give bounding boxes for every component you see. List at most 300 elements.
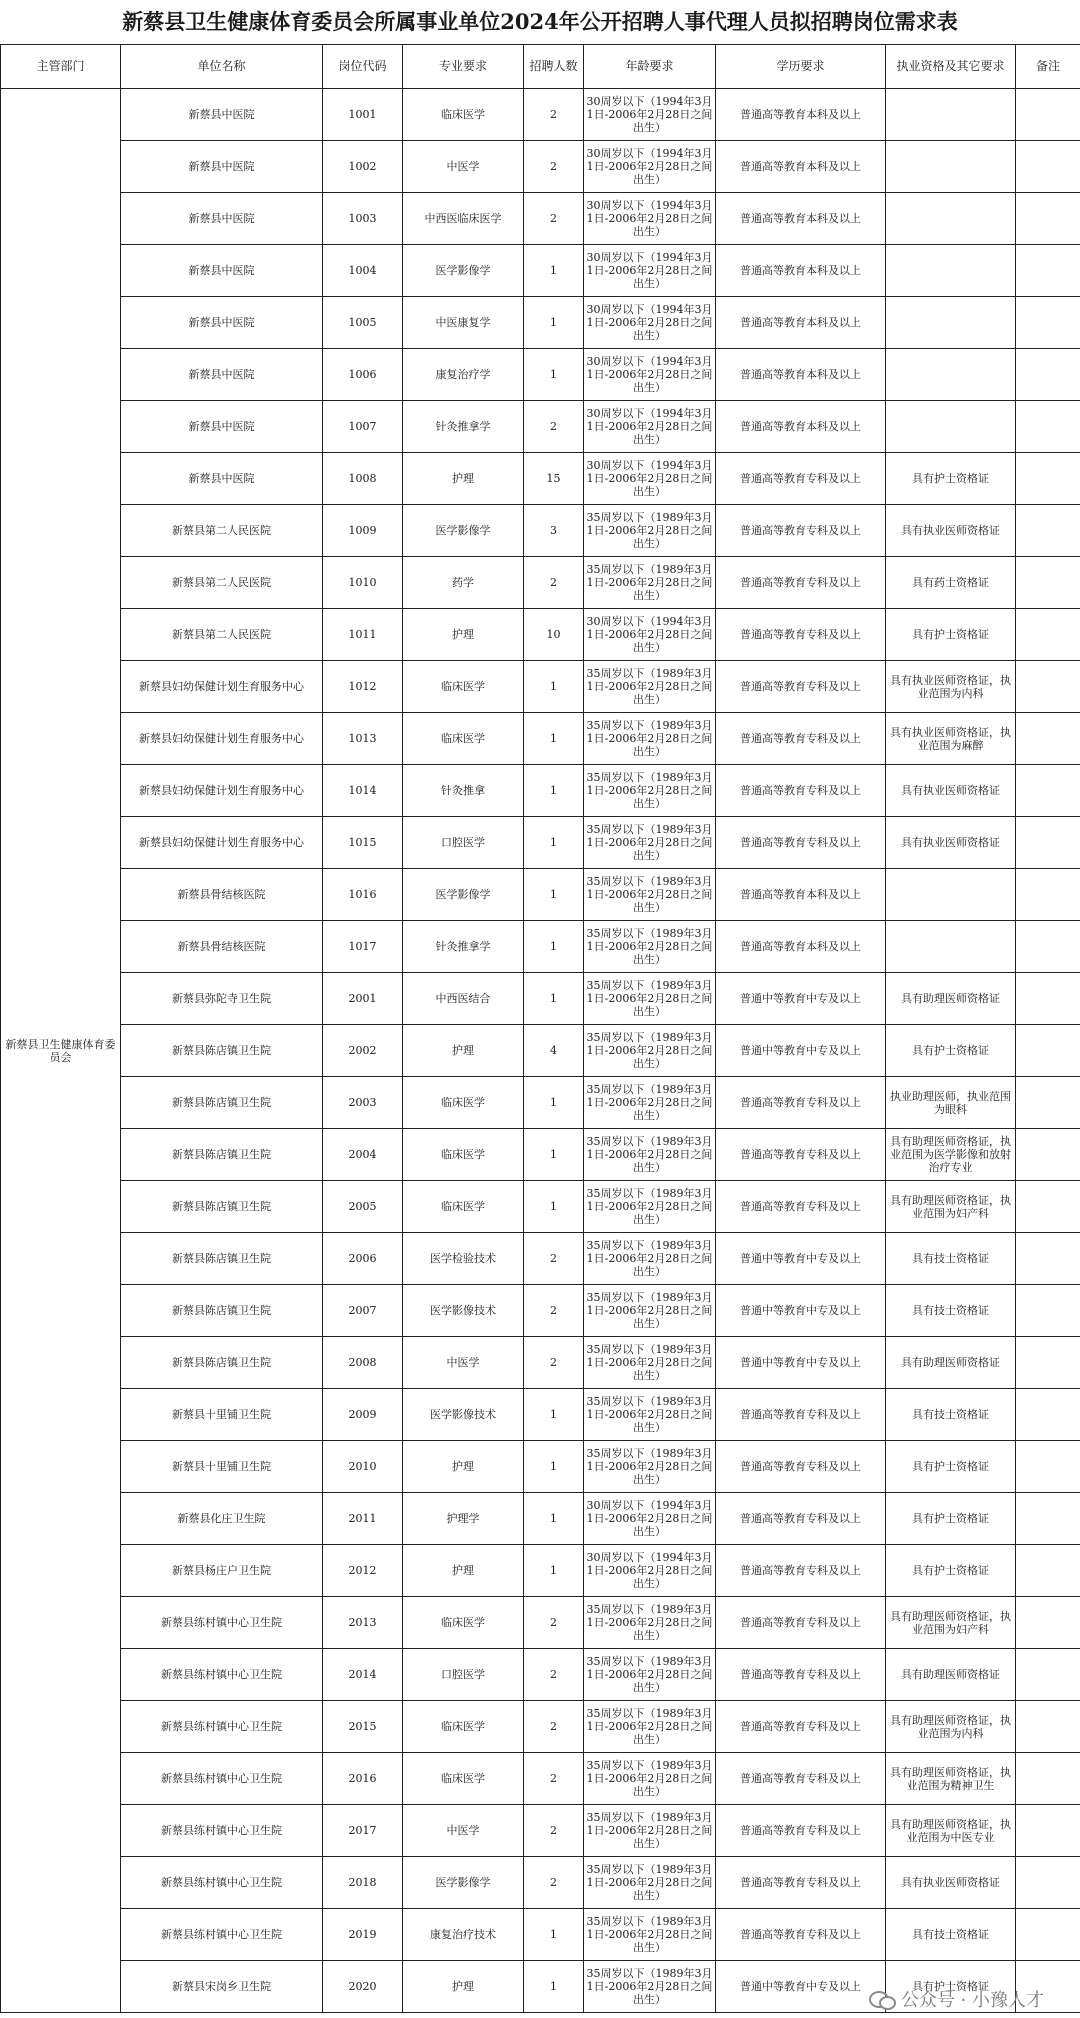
cell-code: 2002 (323, 1025, 403, 1077)
page-title: 新蔡县卫生健康体育委员会所属事业单位2024年公开招聘人事代理人员拟招聘岗位需求表 (122, 9, 958, 34)
cell-note (1016, 1441, 1080, 1493)
cell-major: 中西医结合 (403, 973, 524, 1025)
cell-code: 1003 (323, 193, 403, 245)
cell-count: 2 (524, 141, 584, 193)
header-license: 执业资格及其它要求 (886, 45, 1016, 89)
cell-license: 具有执业医师资格证 (886, 1857, 1016, 1909)
cell-unit: 新蔡县化庄卫生院 (121, 1493, 323, 1545)
cell-education: 普通高等教育专科及以上 (716, 453, 886, 505)
cell-major: 护理 (403, 1545, 524, 1597)
cell-unit: 新蔡县妇幼保健计划生育服务中心 (121, 713, 323, 765)
cell-major: 临床医学 (403, 1077, 524, 1129)
cell-count: 1 (524, 921, 584, 973)
cell-education: 普通高等教育专科及以上 (716, 505, 886, 557)
table-row (1, 89, 1080, 141)
cell-code: 1013 (323, 713, 403, 765)
table-row (1, 1753, 1080, 1805)
cell-note (1016, 349, 1080, 401)
cell-education: 普通高等教育专科及以上 (716, 1389, 886, 1441)
cell-count: 1 (524, 1961, 584, 2013)
cell-unit: 新蔡县陈店镇卫生院 (121, 1285, 323, 1337)
table-row (1, 1129, 1080, 1181)
cell-code: 2012 (323, 1545, 403, 1597)
table-row (1, 869, 1080, 921)
table-row (1, 557, 1080, 609)
cell-education: 普通中等教育中专及以上 (716, 1233, 886, 1285)
recruitment-table (0, 44, 1080, 2013)
cell-code: 2008 (323, 1337, 403, 1389)
cell-age: 35周岁以下（1989年3月1日-2006年2月28日之间出生） (584, 1181, 716, 1233)
cell-education: 普通高等教育本科及以上 (716, 89, 886, 141)
cell-license: 具有技士资格证 (886, 1909, 1016, 1961)
cell-education: 普通高等教育专科及以上 (716, 1493, 886, 1545)
cell-license: 具有执业医师资格证 (886, 505, 1016, 557)
cell-license (886, 141, 1016, 193)
cell-age: 30周岁以下（1994年3月1日-2006年2月28日之间出生） (584, 401, 716, 453)
cell-code: 1006 (323, 349, 403, 401)
cell-major: 针灸推拿学 (403, 401, 524, 453)
cell-license: 具有技士资格证 (886, 1285, 1016, 1337)
cell-age: 35周岁以下（1989年3月1日-2006年2月28日之间出生） (584, 505, 716, 557)
cell-major: 临床医学 (403, 89, 524, 141)
cell-code: 1010 (323, 557, 403, 609)
cell-education: 普通高等教育专科及以上 (716, 1441, 886, 1493)
cell-unit: 新蔡县中医院 (121, 453, 323, 505)
cell-count: 2 (524, 1701, 584, 1753)
cell-license: 具有执业医师资格证 (886, 765, 1016, 817)
cell-education: 普通高等教育专科及以上 (716, 713, 886, 765)
cell-license: 具有执业医师资格证，执业范围为内科 (886, 661, 1016, 713)
cell-code: 2006 (323, 1233, 403, 1285)
header-count: 招聘人数 (524, 45, 584, 89)
cell-major: 医学检验技术 (403, 1233, 524, 1285)
cell-code: 1008 (323, 453, 403, 505)
cell-note (1016, 297, 1080, 349)
cell-major: 针灸推拿学 (403, 921, 524, 973)
cell-major: 护理 (403, 1441, 524, 1493)
cell-age: 35周岁以下（1989年3月1日-2006年2月28日之间出生） (584, 1285, 716, 1337)
cell-unit: 新蔡县中医院 (121, 349, 323, 401)
cell-unit: 新蔡县十里铺卫生院 (121, 1441, 323, 1493)
table-row (1, 609, 1080, 661)
cell-age: 30周岁以下（1994年3月1日-2006年2月28日之间出生） (584, 609, 716, 661)
cell-count: 1 (524, 1909, 584, 1961)
cell-code: 1001 (323, 89, 403, 141)
cell-code: 2005 (323, 1181, 403, 1233)
cell-count: 1 (524, 1077, 584, 1129)
cell-major: 中医学 (403, 1805, 524, 1857)
cell-code: 2001 (323, 973, 403, 1025)
cell-age: 35周岁以下（1989年3月1日-2006年2月28日之间出生） (584, 1337, 716, 1389)
cell-age: 30周岁以下（1994年3月1日-2006年2月28日之间出生） (584, 89, 716, 141)
cell-note (1016, 1597, 1080, 1649)
table-row (1, 1597, 1080, 1649)
cell-education: 普通高等教育专科及以上 (716, 1597, 886, 1649)
cell-count: 1 (524, 713, 584, 765)
table-row (1, 1493, 1080, 1545)
cell-license (886, 401, 1016, 453)
table-row (1, 1181, 1080, 1233)
cell-age: 35周岁以下（1989年3月1日-2006年2月28日之间出生） (584, 765, 716, 817)
cell-code: 2011 (323, 1493, 403, 1545)
cell-education: 普通中等教育中专及以上 (716, 1025, 886, 1077)
cell-note (1016, 1545, 1080, 1597)
cell-major: 中医学 (403, 1337, 524, 1389)
wechat-icon (869, 1989, 895, 2009)
cell-education: 普通高等教育专科及以上 (716, 1909, 886, 1961)
cell-unit: 新蔡县中医院 (121, 141, 323, 193)
header-unit: 单位名称 (121, 45, 323, 89)
table-row (1, 141, 1080, 193)
cell-note (1016, 141, 1080, 193)
cell-note (1016, 1649, 1080, 1701)
cell-code: 2019 (323, 1909, 403, 1961)
cell-age: 30周岁以下（1994年3月1日-2006年2月28日之间出生） (584, 349, 716, 401)
cell-age: 35周岁以下（1989年3月1日-2006年2月28日之间出生） (584, 973, 716, 1025)
cell-major: 临床医学 (403, 1701, 524, 1753)
cell-age: 35周岁以下（1989年3月1日-2006年2月28日之间出生） (584, 1441, 716, 1493)
cell-unit: 新蔡县宋岗乡卫生院 (121, 1961, 323, 2013)
table-row (1, 921, 1080, 973)
cell-license: 具有护士资格证 (886, 1961, 1016, 2013)
table-row (1, 1389, 1080, 1441)
cell-license: 具有助理医师资格证 (886, 1649, 1016, 1701)
table-row (1, 765, 1080, 817)
cell-education: 普通高等教育专科及以上 (716, 1805, 886, 1857)
cell-count: 2 (524, 1337, 584, 1389)
cell-count: 2 (524, 1285, 584, 1337)
cell-license: 具有护士资格证 (886, 453, 1016, 505)
cell-major: 临床医学 (403, 713, 524, 765)
header-education: 学历要求 (716, 45, 886, 89)
cell-code: 2020 (323, 1961, 403, 2013)
cell-license: 具有护士资格证 (886, 609, 1016, 661)
cell-note (1016, 1181, 1080, 1233)
cell-license (886, 89, 1016, 141)
cell-education: 普通中等教育中专及以上 (716, 1961, 886, 2013)
cell-education: 普通高等教育专科及以上 (716, 765, 886, 817)
cell-count: 1 (524, 661, 584, 713)
cell-unit: 新蔡县陈店镇卫生院 (121, 1077, 323, 1129)
cell-note (1016, 921, 1080, 973)
cell-education: 普通高等教育本科及以上 (716, 921, 886, 973)
cell-count: 1 (524, 1441, 584, 1493)
cell-major: 中医学 (403, 141, 524, 193)
cell-unit: 新蔡县练村镇中心卫生院 (121, 1597, 323, 1649)
cell-unit: 新蔡县第二人民医院 (121, 505, 323, 557)
cell-education: 普通高等教育专科及以上 (716, 661, 886, 713)
cell-age: 30周岁以下（1994年3月1日-2006年2月28日之间出生） (584, 245, 716, 297)
cell-unit: 新蔡县陈店镇卫生院 (121, 1129, 323, 1181)
cell-note (1016, 1701, 1080, 1753)
cell-major: 针灸推拿 (403, 765, 524, 817)
cell-unit: 新蔡县练村镇中心卫生院 (121, 1753, 323, 1805)
cell-age: 35周岁以下（1989年3月1日-2006年2月28日之间出生） (584, 713, 716, 765)
cell-count: 1 (524, 1129, 584, 1181)
cell-code: 2003 (323, 1077, 403, 1129)
cell-unit: 新蔡县中医院 (121, 245, 323, 297)
cell-count: 15 (524, 453, 584, 505)
table-row (1, 245, 1080, 297)
cell-note (1016, 817, 1080, 869)
cell-code: 1011 (323, 609, 403, 661)
cell-age: 35周岁以下（1989年3月1日-2006年2月28日之间出生） (584, 869, 716, 921)
header-department: 主管部门 (1, 45, 121, 89)
cell-education: 普通高等教育专科及以上 (716, 609, 886, 661)
cell-unit: 新蔡县妇幼保健计划生育服务中心 (121, 765, 323, 817)
cell-count: 1 (524, 297, 584, 349)
cell-license (886, 921, 1016, 973)
cell-age: 30周岁以下（1994年3月1日-2006年2月28日之间出生） (584, 193, 716, 245)
cell-note (1016, 557, 1080, 609)
cell-code: 1004 (323, 245, 403, 297)
cell-unit: 新蔡县十里铺卫生院 (121, 1389, 323, 1441)
cell-major: 临床医学 (403, 1597, 524, 1649)
cell-license: 具有执业医师资格证 (886, 817, 1016, 869)
cell-education: 普通高等教育专科及以上 (716, 1701, 886, 1753)
cell-count: 1 (524, 1389, 584, 1441)
table-row (1, 1233, 1080, 1285)
cell-unit: 新蔡县中医院 (121, 193, 323, 245)
cell-count: 1 (524, 869, 584, 921)
table-row (1, 1805, 1080, 1857)
cell-count: 1 (524, 245, 584, 297)
cell-age: 30周岁以下（1994年3月1日-2006年2月28日之间出生） (584, 1545, 716, 1597)
table-row (1, 1909, 1080, 1961)
table-row (1, 297, 1080, 349)
cell-count: 1 (524, 765, 584, 817)
table-row (1, 1337, 1080, 1389)
cell-education: 普通高等教育专科及以上 (716, 1129, 886, 1181)
cell-note (1016, 245, 1080, 297)
cell-age: 35周岁以下（1989年3月1日-2006年2月28日之间出生） (584, 1597, 716, 1649)
cell-age: 35周岁以下（1989年3月1日-2006年2月28日之间出生） (584, 817, 716, 869)
table-row (1, 713, 1080, 765)
cell-age: 30周岁以下（1994年3月1日-2006年2月28日之间出生） (584, 297, 716, 349)
cell-license: 具有助理医师资格证，执业范围为医学影像和放射治疗专业 (886, 1129, 1016, 1181)
cell-license: 具有助理医师资格证，执业范围为妇产科 (886, 1181, 1016, 1233)
cell-code: 2007 (323, 1285, 403, 1337)
cell-education: 普通高等教育本科及以上 (716, 193, 886, 245)
header-age: 年龄要求 (584, 45, 716, 89)
cell-note (1016, 193, 1080, 245)
table-row (1, 973, 1080, 1025)
table-row (1, 349, 1080, 401)
cell-license: 具有执业医师资格证，执业范围为麻醉 (886, 713, 1016, 765)
cell-age: 35周岁以下（1989年3月1日-2006年2月28日之间出生） (584, 921, 716, 973)
cell-education: 普通高等教育专科及以上 (716, 817, 886, 869)
cell-license: 具有助理医师资格证，执业范围为内科 (886, 1701, 1016, 1753)
header-code: 岗位代码 (323, 45, 403, 89)
cell-count: 1 (524, 349, 584, 401)
cell-count: 4 (524, 1025, 584, 1077)
cell-note (1016, 89, 1080, 141)
cell-unit: 新蔡县陈店镇卫生院 (121, 1025, 323, 1077)
cell-education: 普通高等教育专科及以上 (716, 1753, 886, 1805)
cell-major: 药学 (403, 557, 524, 609)
cell-note (1016, 401, 1080, 453)
cell-education: 普通高等教育本科及以上 (716, 297, 886, 349)
cell-count: 1 (524, 817, 584, 869)
cell-age: 35周岁以下（1989年3月1日-2006年2月28日之间出生） (584, 1077, 716, 1129)
cell-major: 医学影像技术 (403, 1285, 524, 1337)
cell-code: 1015 (323, 817, 403, 869)
cell-unit: 新蔡县中医院 (121, 89, 323, 141)
cell-age: 35周岁以下（1989年3月1日-2006年2月28日之间出生） (584, 661, 716, 713)
cell-license: 具有护士资格证 (886, 1545, 1016, 1597)
cell-unit: 新蔡县练村镇中心卫生院 (121, 1909, 323, 1961)
table-row (1, 1441, 1080, 1493)
cell-note (1016, 765, 1080, 817)
cell-major: 临床医学 (403, 1129, 524, 1181)
cell-license (886, 193, 1016, 245)
cell-unit: 新蔡县弥陀寺卫生院 (121, 973, 323, 1025)
cell-note (1016, 869, 1080, 921)
cell-code: 2014 (323, 1649, 403, 1701)
cell-code: 1007 (323, 401, 403, 453)
header-major: 专业要求 (403, 45, 524, 89)
cell-unit: 新蔡县妇幼保健计划生育服务中心 (121, 817, 323, 869)
cell-education: 普通高等教育本科及以上 (716, 401, 886, 453)
cell-count: 2 (524, 1857, 584, 1909)
cell-unit: 新蔡县妇幼保健计划生育服务中心 (121, 661, 323, 713)
cell-license: 具有护士资格证 (886, 1441, 1016, 1493)
cell-education: 普通高等教育专科及以上 (716, 1545, 886, 1597)
cell-code: 2017 (323, 1805, 403, 1857)
cell-major: 临床医学 (403, 661, 524, 713)
cell-education: 普通高等教育专科及以上 (716, 557, 886, 609)
cell-license: 具有技士资格证 (886, 1389, 1016, 1441)
watermark (869, 1986, 1044, 2012)
cell-unit: 新蔡县练村镇中心卫生院 (121, 1649, 323, 1701)
cell-age: 30周岁以下（1994年3月1日-2006年2月28日之间出生） (584, 453, 716, 505)
cell-age: 35周岁以下（1989年3月1日-2006年2月28日之间出生） (584, 1649, 716, 1701)
cell-major: 医学影像技术 (403, 1389, 524, 1441)
cell-count: 2 (524, 1597, 584, 1649)
cell-unit: 新蔡县第二人民医院 (121, 609, 323, 661)
cell-license: 具有技士资格证 (886, 1233, 1016, 1285)
cell-unit: 新蔡县陈店镇卫生院 (121, 1181, 323, 1233)
table-row (1, 1857, 1080, 1909)
cell-code: 2015 (323, 1701, 403, 1753)
cell-department: 新蔡县卫生健康体育委员会 (1, 89, 121, 2013)
cell-major: 医学影像学 (403, 245, 524, 297)
cell-note (1016, 1493, 1080, 1545)
cell-count: 2 (524, 401, 584, 453)
cell-count: 1 (524, 1545, 584, 1597)
cell-count: 2 (524, 193, 584, 245)
cell-major: 护理 (403, 1025, 524, 1077)
cell-major: 康复治疗技术 (403, 1909, 524, 1961)
cell-note (1016, 1805, 1080, 1857)
cell-major: 中医康复学 (403, 297, 524, 349)
cell-license (886, 349, 1016, 401)
cell-note (1016, 505, 1080, 557)
cell-code: 1017 (323, 921, 403, 973)
cell-major: 口腔医学 (403, 817, 524, 869)
table-row (1, 1649, 1080, 1701)
cell-count: 1 (524, 1181, 584, 1233)
cell-note (1016, 1077, 1080, 1129)
header-note: 备注 (1016, 45, 1080, 89)
cell-education: 普通中等教育中专及以上 (716, 1337, 886, 1389)
cell-unit: 新蔡县中医院 (121, 401, 323, 453)
cell-education: 普通中等教育中专及以上 (716, 973, 886, 1025)
cell-count: 2 (524, 557, 584, 609)
cell-age: 35周岁以下（1989年3月1日-2006年2月28日之间出生） (584, 1961, 716, 2013)
cell-license: 具有药士资格证 (886, 557, 1016, 609)
cell-license: 具有助理医师资格证，执业范围为精神卫生 (886, 1753, 1016, 1805)
cell-code: 1016 (323, 869, 403, 921)
cell-license: 具有助理医师资格证，执业范围为妇产科 (886, 1597, 1016, 1649)
cell-education: 普通高等教育本科及以上 (716, 869, 886, 921)
cell-education: 普通高等教育专科及以上 (716, 1649, 886, 1701)
cell-education: 普通中等教育中专及以上 (716, 1285, 886, 1337)
cell-note (1016, 1129, 1080, 1181)
cell-count: 2 (524, 1233, 584, 1285)
cell-code: 1014 (323, 765, 403, 817)
cell-code: 1002 (323, 141, 403, 193)
cell-count: 2 (524, 1805, 584, 1857)
cell-license: 执业助理医师，执业范围为眼科 (886, 1077, 1016, 1129)
cell-license: 具有护士资格证 (886, 1493, 1016, 1545)
cell-note (1016, 1337, 1080, 1389)
cell-age: 35周岁以下（1989年3月1日-2006年2月28日之间出生） (584, 1701, 716, 1753)
cell-age: 35周岁以下（1989年3月1日-2006年2月28日之间出生） (584, 1909, 716, 1961)
cell-age: 35周岁以下（1989年3月1日-2006年2月28日之间出生） (584, 1805, 716, 1857)
cell-major: 康复治疗学 (403, 349, 524, 401)
cell-code: 1012 (323, 661, 403, 713)
cell-major: 口腔医学 (403, 1649, 524, 1701)
cell-note (1016, 1233, 1080, 1285)
cell-note (1016, 661, 1080, 713)
table-row (1, 193, 1080, 245)
cell-code: 2010 (323, 1441, 403, 1493)
cell-age: 35周岁以下（1989年3月1日-2006年2月28日之间出生） (584, 1857, 716, 1909)
cell-age: 35周岁以下（1989年3月1日-2006年2月28日之间出生） (584, 1129, 716, 1181)
cell-count: 2 (524, 1753, 584, 1805)
table-row (1, 1077, 1080, 1129)
cell-note (1016, 1857, 1080, 1909)
cell-education: 普通高等教育本科及以上 (716, 349, 886, 401)
cell-count: 10 (524, 609, 584, 661)
cell-major: 护理学 (403, 1493, 524, 1545)
table-header-row (1, 45, 1080, 89)
cell-code: 2009 (323, 1389, 403, 1441)
cell-code: 2016 (323, 1753, 403, 1805)
cell-code: 1005 (323, 297, 403, 349)
cell-count: 1 (524, 1493, 584, 1545)
cell-education: 普通高等教育本科及以上 (716, 245, 886, 297)
cell-age: 35周岁以下（1989年3月1日-2006年2月28日之间出生） (584, 1753, 716, 1805)
cell-unit: 新蔡县练村镇中心卫生院 (121, 1805, 323, 1857)
cell-education: 普通高等教育专科及以上 (716, 1857, 886, 1909)
table-row (1, 453, 1080, 505)
cell-unit: 新蔡县陈店镇卫生院 (121, 1337, 323, 1389)
cell-education: 普通高等教育本科及以上 (716, 141, 886, 193)
table-row (1, 505, 1080, 557)
cell-code: 1009 (323, 505, 403, 557)
cell-note (1016, 609, 1080, 661)
cell-note (1016, 1909, 1080, 1961)
cell-unit: 新蔡县练村镇中心卫生院 (121, 1857, 323, 1909)
cell-major: 医学影像学 (403, 869, 524, 921)
cell-license: 具有护士资格证 (886, 1025, 1016, 1077)
cell-unit: 新蔡县第二人民医院 (121, 557, 323, 609)
cell-license: 具有助理医师资格证 (886, 1337, 1016, 1389)
cell-unit: 新蔡县中医院 (121, 297, 323, 349)
cell-note (1016, 1025, 1080, 1077)
